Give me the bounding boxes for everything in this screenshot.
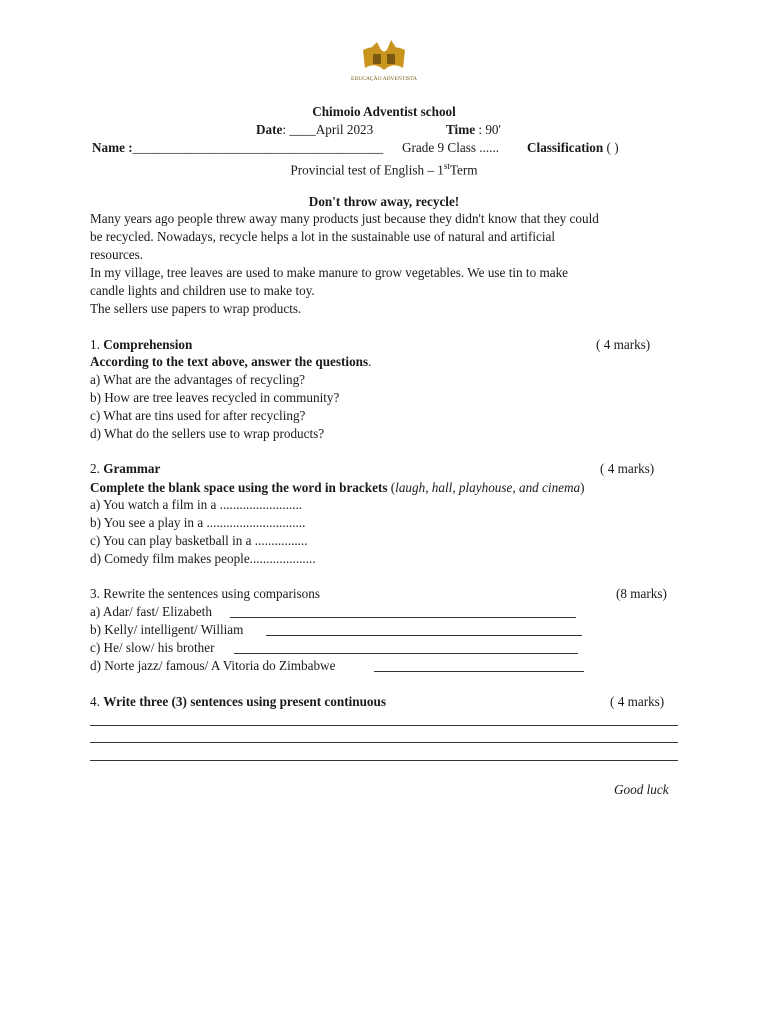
time-line bbox=[446, 122, 501, 138]
date-line bbox=[256, 122, 373, 138]
date-label: Date bbox=[256, 122, 283, 137]
answer-line[interactable] bbox=[230, 617, 576, 618]
time-value: : 90' bbox=[478, 122, 501, 137]
q2-item: d) Comedy film makes people.................... bbox=[90, 551, 316, 566]
reading-line: resources. bbox=[90, 247, 144, 262]
school-logo bbox=[350, 40, 418, 90]
q3-heading: 3. Rewrite the sentences using comparisons bbox=[90, 586, 320, 601]
q2-marks: ( 4 marks) bbox=[600, 461, 655, 476]
classification bbox=[527, 140, 619, 156]
q2-word-bank: laugh, hall, playhouse, and cinema bbox=[395, 480, 581, 495]
grade-class: Grade 9 Class ...... bbox=[402, 140, 500, 155]
reading-line: Many years ago people threw away many products just because they didn't know that they could bbox=[90, 211, 599, 226]
name-label: Name : bbox=[92, 140, 133, 155]
q3-item: d) Norte jazz/ famous/ A Vitoria do Zimbabwe bbox=[90, 658, 336, 673]
name-blank: ______________________________________ bbox=[132, 140, 384, 155]
school-name: Chimoio Adventist school bbox=[312, 104, 456, 119]
q1-item: d) What do the sellers use to wrap products? bbox=[90, 426, 325, 441]
q3-marks: (8 marks) bbox=[616, 586, 667, 601]
reading-line: The sellers use papers to wrap products. bbox=[90, 301, 302, 316]
test-title: Provincial test of English – 1stTerm bbox=[290, 161, 478, 178]
q1-item: c) What are tins used for after recycling? bbox=[90, 408, 306, 423]
class-blank: ...... bbox=[479, 140, 500, 155]
q1-marks: ( 4 marks) bbox=[596, 337, 651, 352]
q1-item: a) What are the advantages of recycling? bbox=[90, 372, 306, 387]
q4-heading: 4. Write three (3) sentences using present continuous bbox=[90, 694, 386, 709]
reading-line: In my village, tree leaves are used to make manure to grow vegetables. We use tin to make bbox=[90, 265, 569, 280]
q2-item: b) You see a play in a .............................. bbox=[90, 515, 306, 530]
classification-value: ( ) bbox=[606, 140, 619, 155]
name-line bbox=[92, 140, 383, 156]
q2-item: c) You can play basketball in a ................ bbox=[90, 533, 308, 548]
q4-marks: ( 4 marks) bbox=[610, 694, 665, 709]
answer-line[interactable] bbox=[90, 760, 678, 761]
good-luck: Good luck bbox=[614, 782, 669, 797]
reading-title: Don't throw away, recycle! bbox=[308, 194, 460, 209]
answer-line[interactable] bbox=[90, 725, 678, 726]
logo-text: EDUCAÇÃO ADVENTISTA bbox=[350, 76, 418, 82]
q1-item: b) How are tree leaves recycled in community? bbox=[90, 390, 340, 405]
q3-item: a) Adar/ fast/ Elizabeth bbox=[90, 604, 212, 619]
reading-line: be recycled. Nowadays, recycle helps a lot in the sustainable use of natural and artificial bbox=[90, 229, 556, 244]
date-value: : ____April 2023 bbox=[282, 122, 374, 137]
answer-line[interactable] bbox=[234, 653, 578, 654]
reading-line: candle lights and children use to make toy. bbox=[90, 283, 315, 298]
q2-heading: 2. Grammar bbox=[90, 461, 161, 476]
q3-item: b) Kelly/ intelligent/ William bbox=[90, 622, 244, 637]
time-label: Time bbox=[446, 122, 476, 137]
q2-item: a) You watch a film in a ......................... bbox=[90, 497, 303, 512]
answer-line[interactable] bbox=[90, 742, 678, 743]
classification-label: Classification bbox=[527, 140, 604, 155]
q1-instruction: According to the text above, answer the questions. bbox=[90, 354, 372, 369]
answer-line[interactable] bbox=[266, 635, 582, 636]
q1-heading: 1. Comprehension bbox=[90, 337, 193, 352]
answer-line[interactable] bbox=[374, 671, 584, 672]
q2-instruction: Complete the blank space using the word in brackets (laugh, hall, playhouse, and cinema) bbox=[90, 480, 585, 495]
q3-item: c) He/ slow/ his brother bbox=[90, 640, 215, 655]
